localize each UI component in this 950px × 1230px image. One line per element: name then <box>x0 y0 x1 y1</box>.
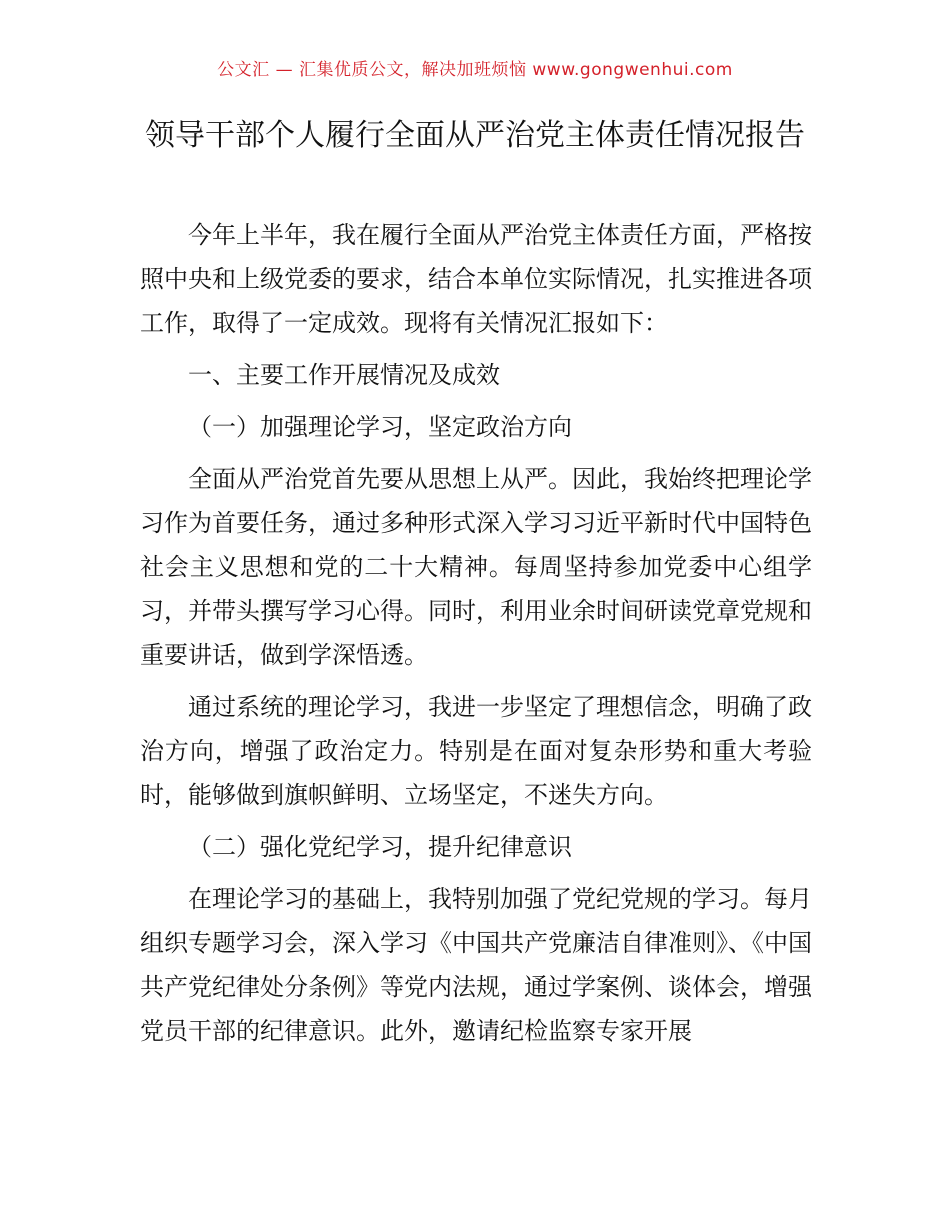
paragraph-theory-study: 全面从严治党首先要从思想上从严。因此，我始终把理论学习作为首要任务，通过多种形式深入学习习近平新时代中国特色社会主义思想和党的二十大精神。每周坚持参加党委中心组学习，并带头撰写学习心得。同时，利用业余时间研读党章党规和重要讲话，做到学深悟透。 <box>140 465 812 669</box>
paragraph-intro: 今年上半年，我在履行全面从严治党主体责任方面，严格按照中央和上级党委的要求，结合本单位实际情况，扎实推进各项工作，取得了一定成效。现将有关情况汇报如下： <box>140 221 812 337</box>
document-title: 领导干部个人履行全面从严治党主体责任情况报告 <box>145 118 805 153</box>
document-body <box>140 213 812 1061</box>
section-heading-1: 一、主要工作开展情况及成效 <box>188 361 500 389</box>
paragraph-discipline-study: 在理论学习的基础上，我特别加强了党纪党规的学习。每月组织专题学习会，深入学习《中国共产党廉洁自律准则》、《中国共产党纪律处分条例》等党内法规，通过学案例、谈体会，增强党员干部的纪律意识。此外，邀请纪检监察专家开展 <box>140 885 812 1045</box>
subsection-heading-2: （二）强化党纪学习，提升纪律意识 <box>188 833 572 861</box>
header-banner[interactable]: 公文汇 — 汇集优质公文，解决加班烦恼 www.gongwenhui.com <box>217 60 733 80</box>
subsection-heading-1: （一）加强理论学习，坚定政治方向 <box>188 413 572 441</box>
paragraph-theory-result: 通过系统的理论学习，我进一步坚定了理想信念，明确了政治方向，增强了政治定力。特别是在面对复杂形势和重大考验时，能够做到旗帜鲜明、立场坚定，不迷失方向。 <box>140 693 812 809</box>
